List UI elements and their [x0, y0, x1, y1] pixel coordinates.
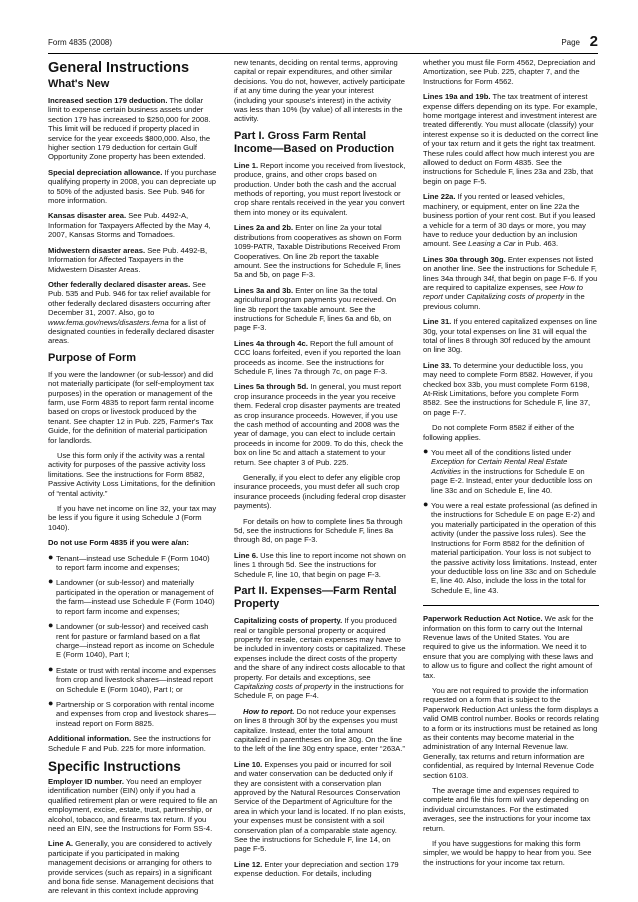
heading-whats-new: What's New	[48, 78, 110, 90]
heading-general-instructions: General Instructions	[48, 60, 190, 76]
list-item: ● You were a real estate professional (as defined in the instructions for Schedule E on page E-2) and you materially participated in the operation of this activity (under the passive loss rules). See the Instructions for Form 8582 for the definition of material participation. Your loss is not subject to the passive activity loss limitations. Instead, enter your deductible loss on line 33c and on Schedule E, line 40. Also, include the loss in the total for Schedule E, line 43.	[423, 499, 598, 595]
paragraph-omb: You are not required to provide the information requested on a form that is subject to the Paperwork Reduction Act unless the form displays a valid OMB control number. Books or records relating to a form or its instructions must be retained as long as their contents may become material in the administration of any Internal Revenue law. Generally, tax returns and return information are confidential, as required by Internal Revenue Code section 6103.	[423, 685, 599, 780]
paragraph-how-to-report: How to report. Do not reduce your expenses on lines 8 through 30f by the expenses you must capitalize. Instead, enter the total amount capitalized in parentheses on line 30g. On the line to the left of the line 30g entry space, enter “263A.”	[234, 706, 405, 754]
paragraph-form-4562: whether you must file Form 4562, Depreciation and Amortization, see Pub. 225, chapter 7, and the Instructions for Form 4562.	[423, 58, 596, 86]
page-header	[48, 34, 598, 50]
paragraph-lines-30: Lines 30a through 30g. Enter expenses not listed on another line. See the instructions for Schedule F, lines 34a through 34f, that begin on page F-6. If you are required to capitalize expenses, see How to report under Capitalizing costs of property in the previous column.	[423, 254, 598, 311]
page-number: 2	[589, 33, 598, 50]
paragraph-lines-5: Lines 5a through 5d. In general, you must report crop insurance proceeds in the year you receive them. Federal crop disaster payments are treated as crop insurance proceeds. However, if you use the cash method of accounting and 2008 was the year of damage, you can elect to include certain proceeds in income for 2009. To do this, check the box on line 5c and attach a statement to your return. See chapter 3 of Pub. 225.	[234, 382, 404, 467]
column-3	[423, 58, 599, 873]
paragraph-midwestern: Midwestern disaster areas. See Pub. 4492-B, Information for Affected Taxpayers in the Midwestern Disaster Areas.	[48, 245, 208, 274]
paragraph-line-6: Line 6. Use this line to report income not shown on lines 1 through 5d. See the instructions for Schedule F, line 10, that begin on page F-3.	[234, 550, 406, 579]
page-label: Page	[561, 38, 580, 47]
paragraph-employer-id: Employer ID number. You need an employer identification number (EIN) only if you had a qualified retirement plan or were required to file an employment, excise, estate, trust, partnership, or alcohol, tobacco, and firearms tax return. If you need an EIN, see the Instructions for Form SS-4.	[48, 776, 218, 833]
paragraph-line-10: Line 10. Expenses you paid or incurred for soil and water conservation can be deducted only if they are consistent with a conservation plan approved by the Natural Resources Conservation Service of the Department of Agriculture for the area in which your land is located. If no plan exists, your expenses must be consistent with a soil conservation plan of a comparable state agency. See the instructions for Schedule F, line 14, on page F-5.	[234, 759, 406, 854]
paragraph-additional-info: Additional information. See the instructions for Schedule F and Pub. 225 for more information.	[48, 734, 211, 753]
list-item: ● Landowner (or sub-lessor) and received cash rent for pasture or farmland based on a flat charge—instead report as income on Schedule E (Form 1040), Part I;	[48, 620, 215, 660]
heading-part-1: Part I. Gross Farm Rental Income—Based on Production	[234, 129, 395, 155]
paragraph-special-depreciation: Special depreciation allowance. If you purchase qualifying property in 2008, you can depreciate up to 50% of the adjusted basis. See Pub. 946 for more information.	[48, 167, 217, 206]
paragraph-purpose: If you were the landowner (or sub-lessor) and did not materially participate (for self-employment tax purposes) in the operation or management of the farm, use Form 4835 to report farm rental income based on crops or livestock produced by the tenant. See chapter 12 in Pub. 225, Farmer's Tax Guide, for the definition of material participation for landlords.	[48, 369, 214, 445]
paragraph-do-not-use: Do not use Form 4835 if you were a/an:	[48, 538, 189, 548]
paragraph-lines-5-defer: Generally, if you elect to defer any eligible crop insurance proceeds, you must defer all such crop insurance proceeds (including federal crop disaster payments).	[234, 473, 406, 511]
fema-link: www.fema.gov/news/disasters.fema	[48, 317, 169, 327]
paragraph-rental-activity: Use this form only if the activity was a rental activity for purposes of the passive activity loss limitations. See the instructions for Form 8582, Passive Activity Loss Limitations, for the definition of “rental activity.”	[48, 451, 216, 498]
paragraph-participation-cont: new tenants, deciding on rental terms, approving capital or repair expenditures, and other similar decisions. You do not, however, actively participate if at any time during the year your interest (including your spouse's interest) in the activity was less than 10% (by value) of all interests in the activity.	[234, 58, 405, 124]
paragraph-lines-5-details: For details on how to complete lines 5a through 5d, see the instructions for Schedule F, lines 8a through 8d, on page F-3.	[234, 516, 403, 545]
paragraph-lines-2: Lines 2a and 2b. Enter on line 2a your total distributions from cooperatives as shown on Form 1099-PATR, Taxable Distributions Received From Cooperatives. On line 2b report the taxable amount. See the instructions for Schedule F, lines 5a and 5b, on page F-3.	[234, 223, 402, 280]
column-2	[234, 58, 406, 885]
list-item: ● Estate or trust with rental income and expenses from crop and livestock shares—instead report on Schedule E (Form 1040), Part I; or	[48, 663, 216, 694]
heading-purpose-of-form: Purpose of Form	[48, 351, 137, 364]
paragraph-line-22a: Line 22a. If you rented or leased vehicles, machinery, or equipment, enter on line 22a the business portion of your rent cost. But if you leased a vehicle for a term of 30 days or more, you may have to reduce your deduction by an inclusion amount. See Leasing a Car in Pub. 463.	[423, 192, 596, 249]
column-1	[48, 58, 218, 902]
paragraph-kansas: Kansas disaster area. See Pub. 4492-A, Information for Taxpayers Affected by the May 4, 2007, Kansas Storms and Tornadoes.	[48, 211, 211, 240]
form-id: Form 4835 (2008)	[48, 38, 113, 47]
section-divider	[423, 605, 599, 606]
list-item: ● Tenant—instead use Schedule F (Form 1040) to report farm income and expenses;	[48, 551, 210, 573]
list-item: ● Partnership or S corporation with rental income and expenses from crop and livestock shares—instead report on Form 8825.	[48, 697, 216, 728]
paragraph-lines-19: Lines 19a and 19b. The tax treatment of interest expense differs depending on its type. For example, home mortgage interest and investment interest are treated differently. You must allocate (classify) your interest expense so it is deducted on the correct line of your tax return and it gets the right tax treatment. These rules could affect how much interest you are allowed to deduct on Form 4835. See the instructions for Schedule F, lines 23a and 23b, that begin on page F-5.	[423, 92, 599, 186]
heading-specific-instructions: Specific Instructions	[48, 758, 181, 774]
paragraph-line-33: Line 33. To determine your deductible loss, you may need to complete Form 8582. However, if you checked box 33b, you must complete Form 6198, At-Risk Limitations, before you complete Form 8582. See the instructions for Schedule F, line 37, on page F-7.	[423, 360, 593, 417]
paragraph-lines-4: Lines 4a through 4c. Report the full amount of CCC loans forfeited, even if you reported the loan proceeds as income. See the instructions for Schedule F, lines 7a through 7c, on page F-3.	[234, 338, 401, 376]
header-rule	[48, 53, 598, 54]
paragraph-section-179: Increased section 179 deduction. The dollar limit to expense certain business assets under section 179 has increased to $250,000 for 2008. This limit will be reduced if property placed in service for the year exceeds $800,000. Also, the higher section 179 deduction for certain Gulf Opportunity Zone property has been extended.	[48, 96, 211, 162]
paragraph-line-12: Line 12. Enter your depreciation and section 179 expense deduction. For details, including	[234, 859, 399, 879]
paragraph-paperwork-notice: Paperwork Reduction Act Notice. We ask for the information on this form to carry out the Internal Revenue laws of the United States. You are required to give us the information. We need it to ensure that you are complying with these laws and to allow us to figure and collect the right amount of tax.	[423, 614, 594, 680]
paragraph-other-disaster: Other federally declared disaster areas. See Pub. 535 and Pub. 946 for tax relief available for other federally declared disasters occurring after December 31, 2007. Also, go to www.fema.gov/news/disasters.fema for a list of designated counties in federally declared disaster areas.	[48, 279, 215, 346]
list-item: ● You meet all of the conditions listed under Exception for Certain Rental Real Estate Activities in the instructions for Schedule E on page E-2. Instead, enter your deductible loss on line 33c and on Schedule E, line 40.	[423, 446, 593, 495]
paragraph-line-31: Line 31. If you entered capitalized expenses on line 30g, your total expenses on line 31 will equal the total of lines 8 through 30f reduced by the amount on line 30g.	[423, 317, 597, 355]
heading-part-2: Part II. Expenses—Farm Rental Property	[234, 585, 397, 611]
paragraph-suggestions: If you have suggestions for making this form simpler, we would be happy to hear from you. See the instructions for your income tax return.	[423, 839, 592, 867]
paragraph-line-1: Line 1. Report income you received from livestock, produce, grains, and other crops based on production. Under both the cash and the accrual methods of reporting, you must report livestock or crop share rentals received in the year you convert them into money or its equivalent.	[234, 160, 406, 217]
paragraph-schedule-j: If you have net income on line 32, your tax may be less if you figure it using Schedule J (Form 1040).	[48, 504, 217, 532]
paragraph-lines-3: Lines 3a and 3b. Enter on line 3a the total agricultural program payments you received. On line 3b report the taxable amount. See the instructions for Schedule F, lines 6a and 6b, on page F-3.	[234, 285, 397, 333]
paragraph-average-time: The average time and expenses required to complete and file this form will vary depending on individual circumstances. For the estimated averages, see the instructions for your income tax return.	[423, 786, 591, 833]
paragraph-line-a: Line A. Generally, you are considered to actively participate if you participated in making management decisions or arranging for others to provide services (such as repairs) in a significant and bona fide sense. Management decisions that are relevant in this context include approving	[48, 839, 214, 896]
list-item: ● Landowner (or sub-lessor) and materially participated in the operation or management of the farm—instead use Schedule F (Form 1040) to report farm income and expenses;	[48, 576, 215, 616]
paragraph-capitalizing: Capitalizing costs of property. If you produced real or tangible personal property or acquired property for resale, certain expenses may have to be included in inventory costs or capitalized. These expenses include the direct costs of the property and the share of any indirect costs allocable to that property. For details and exceptions, see Capitalizing costs of property in the instructions for Schedule F, on page F-4.	[234, 616, 406, 701]
paragraph-line-33-note: Do not complete Form 8582 if either of the following applies.	[423, 423, 575, 442]
